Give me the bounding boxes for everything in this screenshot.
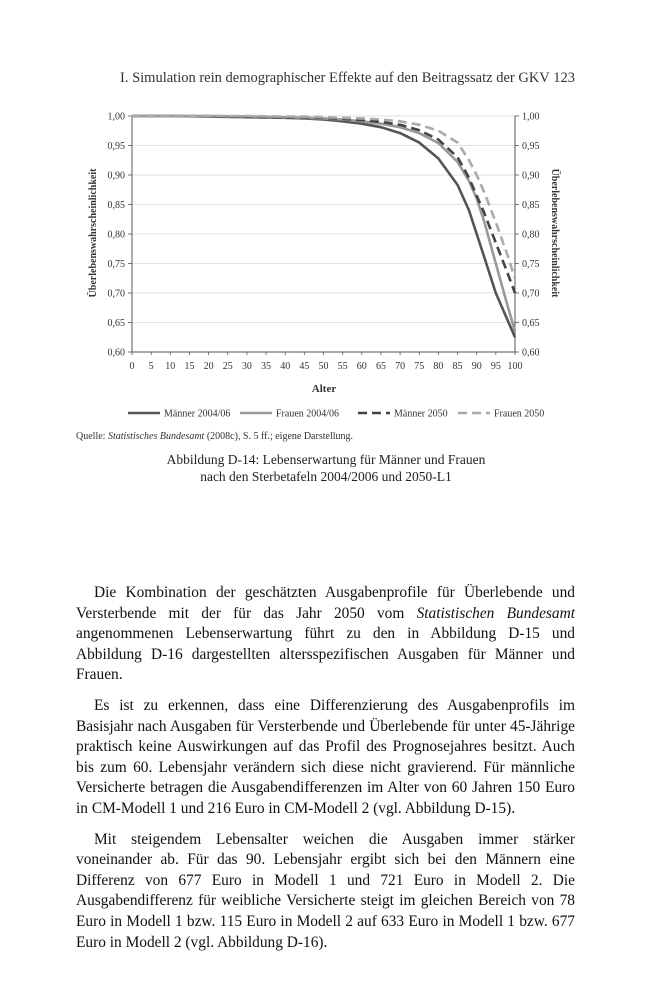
y-tick-label-left: 0,85 <box>107 200 125 211</box>
tick-labels <box>108 112 540 373</box>
x-tick-label: 25 <box>222 361 233 372</box>
paragraph-3: Mit steigendem Lebensalter weichen die Ausgaben immer stärker voneinander ab. Für das 90. Lebensjahr ergibt sich bei den Männern eine Differenz von 677 Euro in Modell 1 und 721 Euro in Modell 2. Die Ausgabendifferenz für weibliche Versicherte steigt im gleichen Bereich von 78 Euro in Modell 1 bzw. 115 Euro in Modell 2 auf 633 Euro in Modell 1 bzw. 677 Euro in Modell 2 (vgl. Abbildung D-16). <box>76 830 575 951</box>
y-tick-label-right: 1,00 <box>522 111 540 123</box>
paragraph-1-emphasis: Statistischen Bundesamt <box>416 604 576 622</box>
x-tick-label: 45 <box>299 361 310 372</box>
y-tick-label-right: 0,95 <box>522 141 540 152</box>
y-tick-label-left: 0,75 <box>107 259 125 270</box>
paragraph-1-a: Die Kombination der geschätzten Ausgabenprofile für Überlebende und Versterbende mit der für das Jahr 2050 vom <box>76 584 575 622</box>
x-tick-label: 100 <box>507 361 523 372</box>
series-lines <box>132 116 515 337</box>
y-tick-label-left: 0,60 <box>107 347 125 359</box>
y-tick-label-left: 0,90 <box>107 170 125 182</box>
x-tick-label: 60 <box>356 361 367 372</box>
x-tick-label: 50 <box>318 361 329 372</box>
y-tick-label-right: 0,75 <box>522 259 540 270</box>
legend-label: Männer 2050 <box>394 408 448 420</box>
x-tick-label: 85 <box>452 361 463 372</box>
grid-lines <box>132 116 515 352</box>
paragraph-1 <box>76 583 575 686</box>
legend-label: Frauen 2004/06 <box>276 408 340 420</box>
y-tick-label-left: 1,00 <box>107 111 125 123</box>
paragraph-1-b: angenommenen Lebenserwartung führt zu den in Abbildung D-15 und Abbildung D-16 dargestellten altersspezifischen Ausgaben für Männer und Frauen. <box>76 625 575 684</box>
legend <box>128 409 544 420</box>
body-text <box>76 583 575 963</box>
x-tick-label: 90 <box>471 361 482 372</box>
figure-source <box>76 431 353 442</box>
x-tick-label: 20 <box>203 361 214 372</box>
x-tick-label: 40 <box>280 361 291 372</box>
y-tick-label-left: 0,95 <box>107 141 125 152</box>
y-tick-label-right: 0,70 <box>522 288 540 300</box>
y-tick-label-right: 0,90 <box>522 170 540 182</box>
paragraph-2: Es ist zu erkennen, dass eine Differenzierung des Ausgabenprofils im Basisjahr nach Ausgaben für Versterbende und Überlebende für unter 45-Jährige praktisch keine Auswirkungen auf das Profil des Prognosejahres besitzt. Auch bis zum 60. Lebensjahr verändern sich diese nicht gravierend. Für männliche Versicherte betragen die Ausgabendifferenzen im Alter von 60 Jahren 150 Euro in CM-Modell 1 und 216 Euro in CM-Modell 2 (vgl. Abbildung D-15). <box>76 696 575 817</box>
legend-label: Männer 2004/06 <box>164 408 231 420</box>
legend-label: Frauen 2050 <box>494 408 545 420</box>
y-tick-label-right: 0,65 <box>522 318 540 329</box>
x-tick-label: 80 <box>433 361 444 372</box>
x-tick-label: 55 <box>337 361 348 372</box>
series-line-4 <box>132 116 515 278</box>
y-tick-label-left: 0,70 <box>107 288 125 300</box>
series-line-2 <box>132 116 515 331</box>
running-head-title: I. Simulation rein demographischer Effekte auf den Beitragssatz der GKV <box>120 70 550 86</box>
axes <box>128 116 519 355</box>
y-tick-label-right: 0,80 <box>522 229 540 241</box>
x-tick-label: 15 <box>184 361 195 372</box>
x-tick-label: 10 <box>165 361 176 372</box>
x-axis-label: Alter <box>311 383 337 395</box>
source-rest: (2008c), S. 5 ff.; eigene Darstellung. <box>204 431 353 442</box>
x-tick-label: 35 <box>261 361 272 372</box>
source-author: Statistisches Bundesamt <box>107 431 205 442</box>
x-tick-label: 95 <box>490 361 501 372</box>
y-axis-label-right: Überlebenswahrscheinlichkeit <box>549 168 560 298</box>
y-tick-label-right: 0,85 <box>522 200 540 211</box>
x-tick-label: 30 <box>241 361 252 372</box>
x-tick-label: 70 <box>395 361 406 372</box>
series-line-1 <box>132 116 515 337</box>
x-tick-label: 75 <box>414 361 425 372</box>
caption-line-1: Abbildung D-14: Lebenserwartung für Männer und Frauen <box>166 452 486 467</box>
figure-caption <box>76 451 576 485</box>
y-tick-label-right: 0,60 <box>522 347 540 359</box>
x-tick-label: 5 <box>148 361 154 372</box>
y-tick-label-left: 0,65 <box>107 318 125 329</box>
source-prefix: Quelle: <box>76 431 108 442</box>
page-number: 123 <box>553 70 575 86</box>
x-tick-label: 65 <box>375 361 386 372</box>
caption-line-2: nach den Sterbetafeln 2004/2006 und 2050-L1 <box>200 469 452 484</box>
survival-chart <box>0 0 650 430</box>
x-tick-label: 0 <box>129 361 135 372</box>
y-axis-label-left: Überlebenswahrscheinlichkeit <box>88 168 99 298</box>
y-tick-label-left: 0,80 <box>107 229 125 241</box>
